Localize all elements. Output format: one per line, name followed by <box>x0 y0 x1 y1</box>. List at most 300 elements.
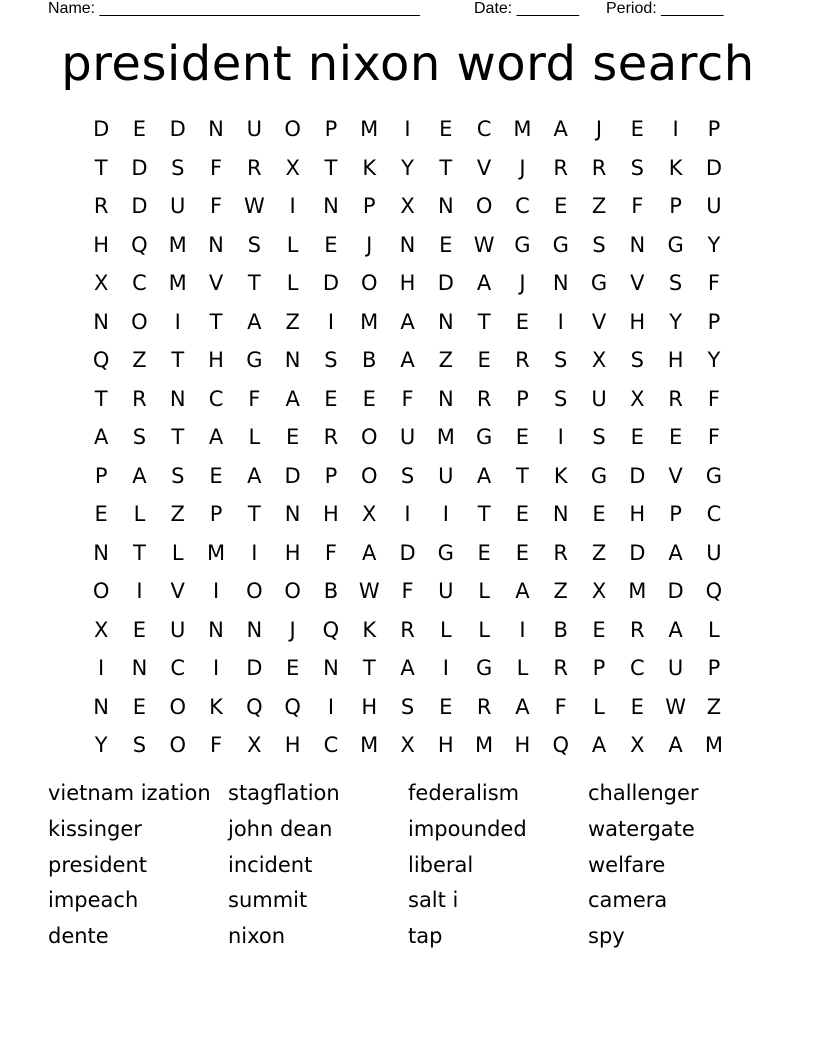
grid-cell: Z <box>438 348 454 372</box>
grid-cell: O <box>284 579 301 603</box>
grid-cell: E <box>592 502 606 526</box>
grid-cell: T <box>247 271 261 295</box>
grid-cell: Q <box>92 348 110 372</box>
grid-cell: U <box>591 386 607 411</box>
grid-cell: P <box>516 386 529 411</box>
grid-cell: M <box>475 733 494 757</box>
grid-cell: A <box>400 348 415 372</box>
grid-cell: R <box>476 694 492 719</box>
grid-cell: D <box>322 271 340 295</box>
grid-cell: Y <box>707 232 721 257</box>
grid-cell: N <box>208 117 224 141</box>
grid-cell: A <box>668 617 683 642</box>
word-list-item: kissinger <box>48 816 142 841</box>
grid-cell: N <box>246 617 263 642</box>
grid-cell: B <box>323 579 339 603</box>
grid-cell: S <box>400 463 415 488</box>
grid-cell: T <box>324 155 338 180</box>
grid-cell: Y <box>669 309 683 334</box>
grid-cell: N <box>169 386 186 411</box>
grid-cell: N <box>93 540 109 565</box>
grid-cell: S <box>592 425 606 449</box>
grid-cell: R <box>553 656 568 680</box>
grid-cell: S <box>324 348 338 372</box>
grid-cell: P <box>324 117 338 141</box>
grid-cell: A <box>515 694 530 719</box>
grid-cell: E <box>285 425 300 449</box>
grid-cell: I <box>174 309 181 334</box>
grid-cell: Y <box>707 348 721 372</box>
grid-cell: S <box>554 348 568 372</box>
worksheet-header <box>0 0 816 20</box>
grid-cell: R <box>93 194 109 218</box>
grid-cell: D <box>131 155 148 180</box>
grid-cell: U <box>170 194 186 218</box>
grid-cell: L <box>248 425 261 449</box>
grid-cell: F <box>209 733 223 757</box>
grid-cell: F <box>631 194 644 218</box>
grid-cell: G <box>246 348 263 372</box>
grid-cell: R <box>247 155 262 180</box>
grid-cell: M <box>360 309 379 334</box>
grid-cell: C <box>476 117 492 141</box>
grid-cell: C <box>170 656 186 680</box>
grid-cell: S <box>554 386 568 411</box>
word-list-item: incident <box>228 852 313 877</box>
grid-cell: R <box>323 425 339 449</box>
grid-cell: T <box>209 309 223 334</box>
grid-cell: D <box>667 579 684 603</box>
grid-cell: T <box>171 348 185 372</box>
grid-cell: D <box>246 656 263 680</box>
grid-cell: P <box>209 502 223 526</box>
grid-cell: O <box>360 463 378 488</box>
grid-cell: A <box>93 425 109 449</box>
grid-cell: D <box>705 155 722 180</box>
grid-cell: F <box>209 194 223 218</box>
grid-row <box>82 572 733 611</box>
grid-cell: N <box>93 309 109 334</box>
grid-cell: E <box>477 348 491 372</box>
word-list-item: challenger <box>588 781 699 805</box>
grid-cell: E <box>592 617 606 642</box>
grid-cell: O <box>169 733 186 757</box>
word-list-item: camera <box>588 888 668 913</box>
grid-cell: E <box>515 425 530 449</box>
grid-cell: G <box>475 656 493 680</box>
grid-cell: E <box>362 386 376 411</box>
grid-cell: V <box>170 579 185 603</box>
grid-cell: I <box>672 117 679 141</box>
word-list <box>48 776 768 955</box>
grid-cell: I <box>289 194 296 218</box>
grid-cell: S <box>592 232 606 257</box>
grid-cell: I <box>557 309 564 334</box>
grid-cell: U <box>399 425 416 449</box>
grid-cell: N <box>208 232 224 257</box>
grid-cell: O <box>360 425 378 449</box>
grid-cell: I <box>251 540 258 565</box>
grid-row <box>82 495 733 534</box>
grid-cell: X <box>247 733 262 757</box>
grid-cell: A <box>476 463 492 488</box>
grid-cell: I <box>136 579 143 603</box>
grid-cell: P <box>707 309 721 334</box>
grid-cell: M <box>628 579 647 603</box>
grid-cell: Q <box>284 694 301 719</box>
grid-cell: E <box>94 502 108 526</box>
grid-cell: L <box>286 232 299 257</box>
grid-cell: O <box>92 579 110 603</box>
grid-cell: M <box>168 232 187 257</box>
grid-cell: U <box>438 463 454 488</box>
grid-cell: T <box>362 656 376 680</box>
grid-cell: P <box>94 463 108 488</box>
grid-cell: R <box>476 386 492 411</box>
grid-cell: T <box>477 309 491 334</box>
grid-cell: I <box>442 502 449 526</box>
grid-cell: F <box>554 694 567 719</box>
grid-cell: X <box>630 733 645 757</box>
grid-cell: S <box>668 271 683 295</box>
grid-cell: E <box>515 309 530 334</box>
grid-cell: N <box>437 386 454 411</box>
grid-cell: G <box>667 232 684 257</box>
grid-cell: E <box>439 694 453 719</box>
grid-cell: D <box>629 540 646 565</box>
grid-cell: V <box>591 309 607 334</box>
grid-cell: N <box>399 232 416 257</box>
grid-cell: A <box>285 386 300 411</box>
grid-cell: I <box>557 425 564 449</box>
grid-row <box>82 380 733 419</box>
grid-cell: M <box>360 733 379 757</box>
grid-cell: H <box>437 733 454 757</box>
grid-cell: P <box>707 656 721 680</box>
period-field: Period: _______ <box>606 0 724 17</box>
word-list-item: federalism <box>408 781 520 805</box>
grid-cell: H <box>514 733 531 757</box>
grid-cell: K <box>209 694 223 719</box>
grid-cell: C <box>132 271 147 295</box>
grid-cell: P <box>362 194 376 218</box>
grid-cell: Z <box>132 348 147 372</box>
grid-cell: O <box>169 694 186 719</box>
grid-cell: G <box>590 271 608 295</box>
grid-cell: B <box>553 617 568 642</box>
page-title: president nixon word search <box>61 36 755 92</box>
grid-row <box>82 110 733 149</box>
grid-cell: E <box>132 617 147 642</box>
grid-cell: I <box>327 694 335 719</box>
grid-cell: N <box>323 656 339 680</box>
grid-cell: N <box>131 656 148 680</box>
grid-cell: Z <box>706 694 722 719</box>
grid-cell: A <box>362 540 377 565</box>
grid-cell: E <box>630 694 644 719</box>
grid-cell: V <box>208 271 224 295</box>
grid-cell: X <box>400 194 415 218</box>
grid-cell: C <box>515 194 530 218</box>
grid-cell: S <box>630 348 644 372</box>
grid-cell: X <box>591 579 607 603</box>
grid-cell: E <box>132 117 147 141</box>
grid-cell: L <box>708 617 720 642</box>
grid-cell: L <box>439 617 452 642</box>
grid-cell: D <box>629 463 646 488</box>
grid-cell: S <box>400 694 415 719</box>
grid-cell: R <box>400 617 415 642</box>
grid-cell: E <box>554 194 568 218</box>
grid-cell: M <box>360 117 379 141</box>
grid-cell: B <box>362 348 377 372</box>
grid-cell: F <box>209 155 223 180</box>
grid-cell: D <box>399 540 416 565</box>
grid-cell: S <box>132 425 147 449</box>
grid-cell: D <box>437 271 454 295</box>
grid-cell: G <box>705 463 723 488</box>
grid-row <box>82 418 733 457</box>
grid-cell: M <box>513 117 532 141</box>
grid-cell: A <box>208 425 224 449</box>
grid-cell: E <box>515 502 530 526</box>
grid-cell: S <box>171 463 185 488</box>
grid-cell: R <box>553 155 568 180</box>
grid-cell: E <box>439 232 453 257</box>
grid-cell: I <box>404 502 411 526</box>
grid-cell: W <box>473 232 495 257</box>
grid-cell: J <box>519 271 526 295</box>
grid-cell: R <box>515 348 530 372</box>
grid-cell: J <box>595 117 603 141</box>
grid-row <box>82 264 733 303</box>
grid-row <box>82 303 733 342</box>
grid-cell: E <box>324 386 338 411</box>
grid-cell: H <box>629 309 646 334</box>
grid-cell: L <box>478 579 490 603</box>
grid-cell: N <box>629 232 646 257</box>
grid-cell: N <box>437 309 454 334</box>
grid-cell: J <box>519 155 526 180</box>
grid-cell: R <box>591 155 607 180</box>
grid-cell: E <box>324 232 338 257</box>
grid-cell: D <box>284 463 301 488</box>
grid-cell: T <box>94 155 108 180</box>
name-field: Name: ____________________________________ <box>48 0 420 17</box>
grid-cell: I <box>519 617 526 642</box>
grid-cell: F <box>401 579 414 603</box>
grid-cell: A <box>668 540 683 565</box>
grid-row <box>82 534 733 573</box>
grid-cell: S <box>132 733 147 757</box>
grid-cell: A <box>553 117 568 141</box>
grid-cell: H <box>208 348 224 372</box>
grid-cell: E <box>285 656 300 680</box>
grid-row <box>82 611 733 650</box>
grid-row <box>82 688 733 727</box>
grid-cell: R <box>630 617 645 642</box>
grid-cell: P <box>324 463 338 488</box>
grid-cell: K <box>553 463 568 488</box>
grid-cell: W <box>358 579 380 603</box>
word-list-item: nixon <box>228 924 286 949</box>
word-list-item: vietnam ization <box>48 781 211 805</box>
grid-cell: S <box>171 155 185 180</box>
grid-cell: R <box>668 386 683 411</box>
grid-cell: T <box>94 386 108 411</box>
grid-cell: E <box>132 694 147 719</box>
grid-cell: W <box>665 694 686 719</box>
grid-cell: Q <box>552 733 569 757</box>
word-list-item: impounded <box>408 816 527 841</box>
grid-cell: L <box>516 656 529 680</box>
grid-cell: G <box>552 232 569 257</box>
grid-cell: K <box>668 155 683 180</box>
grid-cell: Z <box>591 194 607 218</box>
grid-cell: H <box>93 232 110 257</box>
grid-cell: U <box>438 579 454 603</box>
grid-cell: Q <box>246 694 263 719</box>
grid-cell: O <box>475 194 493 218</box>
grid-row <box>82 457 733 496</box>
grid-cell: A <box>668 733 683 757</box>
word-list-item: welfare <box>588 852 666 877</box>
grid-cell: U <box>170 617 186 642</box>
word-list-item: summit <box>228 888 308 913</box>
grid-cell: P <box>669 194 682 218</box>
grid-cell: I <box>98 656 105 680</box>
grid-cell: C <box>323 733 339 757</box>
grid-cell: P <box>669 502 682 526</box>
grid-cell: P <box>707 117 721 141</box>
word-list-item: impeach <box>48 888 139 913</box>
grid-cell: N <box>208 617 224 642</box>
grid-cell: Y <box>94 733 108 757</box>
grid-cell: A <box>515 579 530 603</box>
grid-cell: J <box>289 617 296 642</box>
grid-row <box>82 649 733 688</box>
grid-cell: O <box>284 117 301 141</box>
grid-cell: T <box>247 502 261 526</box>
letter-grid <box>82 110 733 765</box>
grid-cell: K <box>362 617 377 642</box>
word-list-item: spy <box>588 924 625 949</box>
grid-cell: L <box>133 502 146 526</box>
grid-cell: F <box>401 386 414 411</box>
grid-cell: V <box>476 155 492 180</box>
grid-cell: U <box>246 117 263 141</box>
grid-cell: P <box>592 656 606 680</box>
grid-cell: F <box>707 425 720 449</box>
word-list-item: liberal <box>408 852 474 877</box>
grid-cell: O <box>360 271 378 295</box>
grid-cell: X <box>400 733 415 757</box>
grid-cell: H <box>399 271 416 295</box>
grid-cell: N <box>323 194 339 218</box>
grid-cell: M <box>436 425 455 449</box>
grid-cell: H <box>284 733 301 757</box>
grid-cell: C <box>208 386 224 411</box>
grid-cell: M <box>704 733 723 757</box>
grid-cell: N <box>284 348 301 372</box>
grid-cell: W <box>243 194 265 218</box>
grid-cell: X <box>93 271 109 295</box>
grid-cell: X <box>285 155 300 180</box>
word-list-item: president <box>48 852 147 877</box>
grid-cell: U <box>706 540 722 565</box>
grid-cell: S <box>247 232 261 257</box>
grid-cell: D <box>169 117 186 141</box>
grid-cell: N <box>437 194 454 218</box>
grid-cell: U <box>667 656 684 680</box>
word-list-item: john dean <box>228 816 333 841</box>
grid-cell: R <box>132 386 147 411</box>
grid-cell: G <box>590 463 608 488</box>
grid-cell: I <box>327 309 335 334</box>
grid-cell: C <box>706 502 722 526</box>
grid-cell: M <box>206 540 226 565</box>
grid-cell: O <box>246 579 263 603</box>
grid-cell: T <box>516 463 529 488</box>
grid-cell: C <box>629 656 645 680</box>
grid-cell: O <box>131 309 148 334</box>
grid-cell: D <box>93 117 110 141</box>
grid-cell: Z <box>591 540 607 565</box>
grid-cell: L <box>171 540 184 565</box>
grid-cell: N <box>552 502 569 526</box>
grid-cell: L <box>593 694 605 719</box>
grid-cell: G <box>475 425 493 449</box>
grid-cell: A <box>132 463 147 488</box>
grid-cell: K <box>362 155 377 180</box>
grid-cell: G <box>437 540 454 565</box>
grid-row <box>82 187 733 226</box>
grid-cell: Y <box>401 155 414 180</box>
grid-cell: E <box>477 540 491 565</box>
grid-cell: H <box>323 502 339 526</box>
grid-cell: M <box>168 271 187 295</box>
grid-cell: H <box>284 540 301 565</box>
grid-cell: T <box>439 155 453 180</box>
grid-cell: H <box>361 694 378 719</box>
date-field: Date: _______ <box>474 0 579 17</box>
word-list-item: stagflation <box>228 781 340 805</box>
grid-cell: L <box>286 271 299 295</box>
grid-cell: H <box>629 502 646 526</box>
grid-cell: N <box>552 271 569 295</box>
grid-cell: E <box>630 425 644 449</box>
grid-cell: T <box>133 540 146 565</box>
grid-cell: X <box>362 502 377 526</box>
grid-cell: Q <box>322 617 340 642</box>
grid-cell: Q <box>705 579 723 603</box>
grid-cell: F <box>248 386 261 411</box>
grid-cell: L <box>478 617 490 642</box>
grid-cell: I <box>212 656 220 680</box>
grid-cell: I <box>404 117 411 141</box>
grid-cell: Z <box>553 579 568 603</box>
grid-cell: T <box>477 502 491 526</box>
grid-cell: N <box>284 502 301 526</box>
grid-cell: N <box>93 694 109 719</box>
word-list-item: salt i <box>408 888 459 913</box>
grid-cell: V <box>630 271 645 295</box>
grid-cell: J <box>366 232 373 257</box>
grid-cell: A <box>591 733 607 757</box>
grid-cell: G <box>514 232 531 257</box>
grid-cell: T <box>171 425 185 449</box>
grid-row <box>82 341 733 380</box>
